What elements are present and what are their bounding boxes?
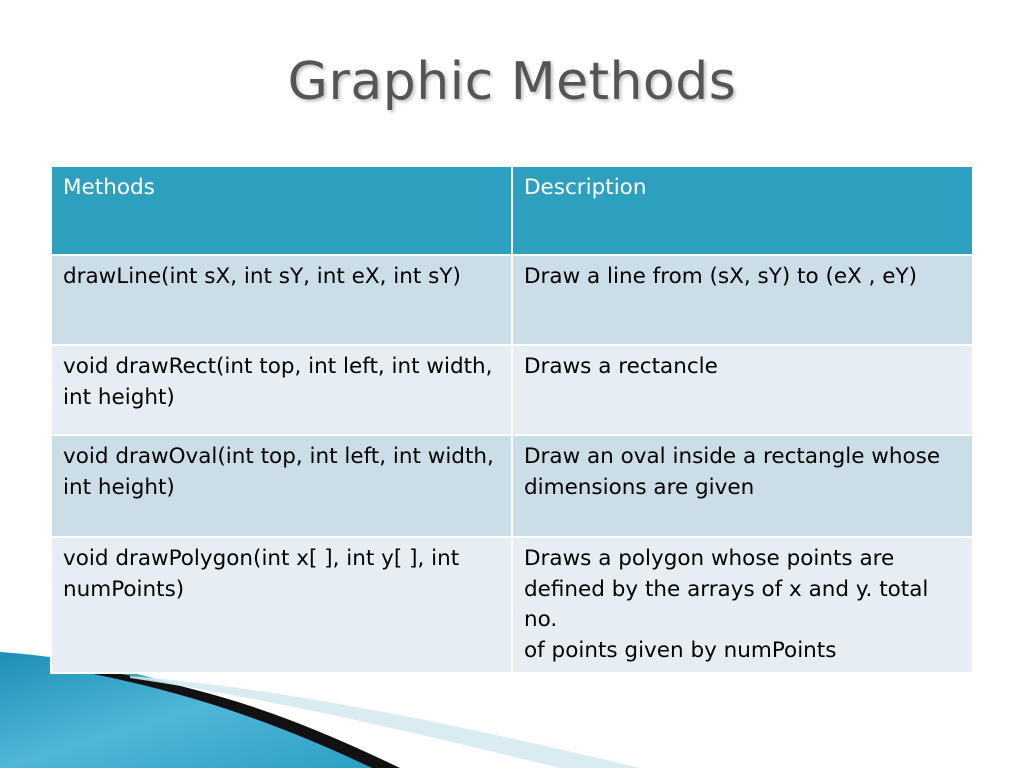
slide-title: Graphic Methods <box>287 52 737 112</box>
header-methods: Methods <box>51 166 512 255</box>
method-cell: void drawOval(int top, int left, int width, int height) <box>51 435 512 537</box>
method-cell: void drawRect(int top, int left, int width, int height) <box>51 345 512 435</box>
table-row <box>51 435 973 537</box>
description-cell: Draws a rectancle <box>512 345 973 435</box>
description-cell: Draw an oval inside a rectangle whose dimensions are given <box>512 435 973 537</box>
header-description: Description <box>512 166 973 255</box>
methods-table <box>50 165 974 674</box>
table-row <box>51 345 973 435</box>
table-header-row <box>51 166 973 255</box>
table-row <box>51 537 973 673</box>
table-row <box>51 255 973 345</box>
description-cell: Draws a polygon whose points are defined by the arrays of x and y. total no. of points given by numPoints <box>512 537 973 673</box>
description-cell: Draw a line from (sX, sY) to (eX , eY) <box>512 255 973 345</box>
method-cell: void drawPolygon(int x[ ], int y[ ], int numPoints) <box>51 537 512 673</box>
method-cell: drawLine(int sX, int sY, int eX, int sY) <box>51 255 512 345</box>
